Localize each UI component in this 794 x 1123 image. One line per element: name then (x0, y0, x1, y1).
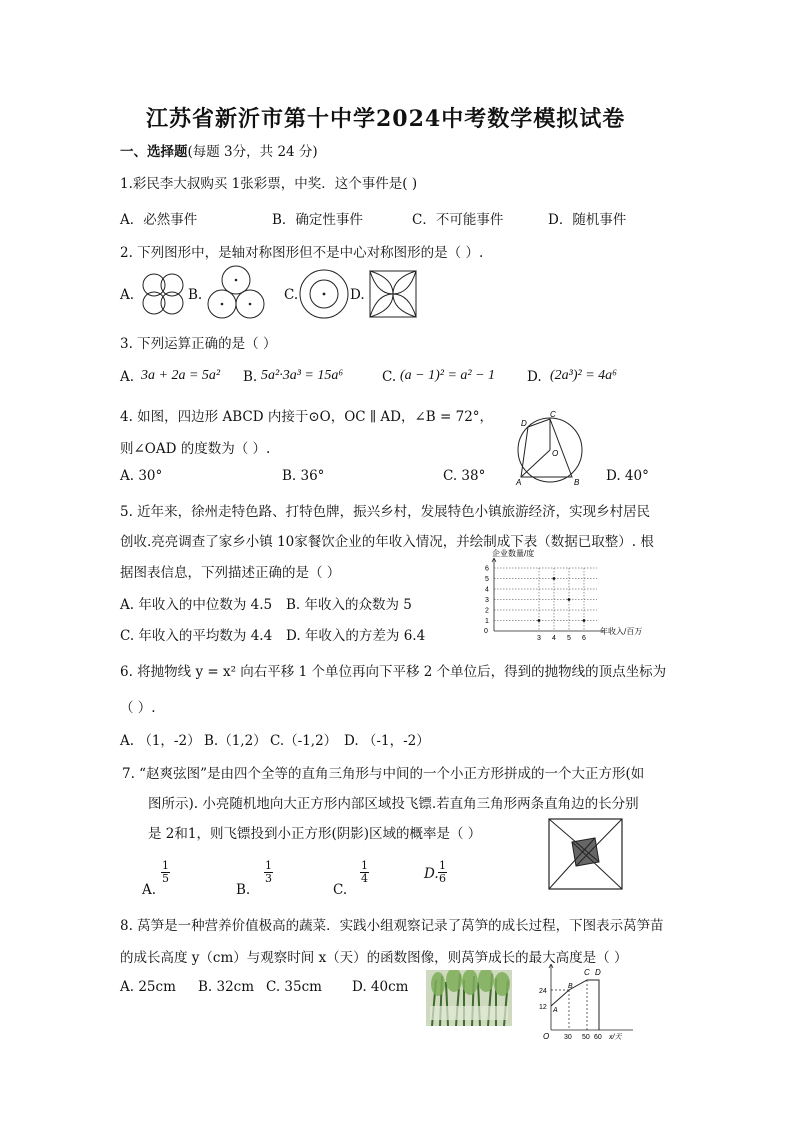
q8-option-c[interactable]: C. 35cm (266, 979, 322, 995)
q4-label-d-point: D (521, 419, 527, 428)
chart-point (568, 598, 571, 601)
q5-line2: 创收.亮亮调查了家乡小镇 10家餐饮企业的年收入情况，并绘制成下表（数据已取整）. 根 (120, 534, 654, 550)
lettuce-photo (426, 970, 512, 1026)
q7-label-a[interactable]: A. (142, 882, 157, 898)
q4-label-o-point: O (552, 449, 559, 458)
q6-line2: （ ）. (120, 700, 156, 716)
graph-point-a: A (553, 1007, 558, 1014)
q1-stem: 1.彩民李大叔购买 1张彩票，中奖．这个事件是( ) (120, 176, 418, 192)
q4-option-c[interactable]: C. 38° (443, 468, 486, 484)
q6-option-b[interactable]: B.（1,2） (204, 733, 267, 749)
q2-label-b[interactable]: B. (188, 287, 203, 303)
chart-origin-label: 0 (484, 628, 488, 635)
q1-option-c[interactable]: C．不可能事件 (412, 212, 504, 228)
q5-option-a[interactable]: A. 年收入的中位数为 4.5 (120, 597, 273, 613)
chart-x-label: 年收入/百万 (600, 627, 643, 636)
frac-c-num: 1 (361, 859, 368, 872)
q7-label-c[interactable]: C. (333, 882, 348, 898)
graph-line (551, 980, 599, 1030)
q4-label-b-point: B (574, 478, 580, 486)
q6-option-a[interactable]: A. （1，-2） (120, 733, 201, 749)
q5-option-d[interactable]: D. 年收入的方差为 6.4 (286, 628, 426, 644)
chart-point (538, 619, 541, 622)
graph-xtick-50: 50 (582, 1034, 590, 1041)
q3-label-a[interactable]: A. (120, 369, 135, 385)
q8-line1: 8. 莴笋是一种营养价值极高的蔬菜．实践小组观察记录了莴笋的成长过程，下图表示莴笋苗 (120, 918, 664, 934)
q8-line2: 的成长高度 y（cm）与观察时间 x（天）的函数图像，则莴笋成长的最大高度是（ ） (120, 950, 628, 966)
q3-label-b[interactable]: B. (243, 369, 258, 385)
page-title: 江苏省新沂市第十中学2024中考数学模拟试卷 (146, 106, 626, 132)
chart-xtick-label: 6 (582, 635, 586, 642)
q8-option-b[interactable]: B. 32cm (198, 979, 255, 995)
chart-ytick-label: 1 (485, 618, 489, 625)
q2-figure-b (204, 264, 268, 322)
q8-option-d[interactable]: D. 40cm (352, 979, 409, 995)
frac-d-den: 6 (439, 872, 446, 885)
graph-ytick-24: 24 (539, 988, 547, 995)
q7-line1: 7. “赵爽弦图”是由四个全等的直角三角形与中间的一个小正方形拼成的一个大正方形(如 (122, 766, 645, 782)
q1-option-d[interactable]: D．随机事件 (548, 212, 627, 228)
chart-xtick-label: 3 (537, 635, 541, 642)
q2-label-a[interactable]: A. (120, 287, 135, 303)
q1-option-a[interactable]: A．必然事件 (120, 212, 198, 228)
graph-point-d: D (595, 968, 601, 977)
graph-ytick-12: 12 (539, 1004, 547, 1011)
q4-label-c-point: C (550, 410, 556, 419)
q3-label-c[interactable]: C. (382, 369, 397, 385)
q7-label-b[interactable]: B. (236, 882, 251, 898)
q6-option-d[interactable]: D. （-1，-2） (344, 733, 430, 749)
chart-point (583, 619, 586, 622)
q6-line1: 6. 将抛物线 y = x² 向右平移 1 个单位再向下平移 2 个单位后，得到的抛物线的顶点坐标为 (120, 664, 667, 680)
q5-scatter-chart (478, 548, 653, 642)
graph-point-b: B (568, 983, 573, 990)
q6-option-c[interactable]: C.（-1,2） (270, 733, 338, 749)
q7-fraction-b (264, 860, 273, 885)
q3-expr-a: 3a + 2a = 5a² (141, 368, 221, 383)
chart-y-label: 企业数量/度 (492, 549, 535, 558)
graph-xtick-30: 30 (564, 1034, 572, 1041)
q7-fraction-a (161, 860, 170, 885)
q7-fraction-d (438, 860, 447, 885)
chart-ytick-label: 5 (485, 576, 489, 583)
q4-stem-line1: 4. 如图，四边形 ABCD 内接于⊙O，OC ∥ AD，∠B = 72°， (120, 409, 494, 425)
q2-label-c[interactable]: C. (284, 287, 299, 303)
q4-circle-figure (510, 410, 590, 486)
q4-option-d[interactable]: D. 40° (606, 468, 649, 484)
q4-option-b[interactable]: B. 36° (282, 468, 325, 484)
chart-grid (494, 568, 597, 631)
graph-point-c: C (584, 968, 590, 977)
q2-label-d[interactable]: D. (350, 287, 365, 303)
q1-option-b[interactable]: B．确定性事件 (272, 212, 363, 228)
q5-option-b[interactable]: B. 年收入的众数为 5 (286, 597, 412, 613)
q8-option-a[interactable]: A. 25cm (120, 979, 176, 995)
section-note: (每题 3分，共 24 分) (187, 144, 318, 160)
section-heading (120, 140, 318, 160)
q3-expr-d: (2a³)² = 4a⁶ (550, 368, 618, 383)
frac-a-den: 5 (162, 872, 169, 885)
q2-figure-c (298, 268, 350, 320)
q3-expr-b: 5a²·3a³ = 15a⁶ (261, 368, 344, 383)
frac-b-num: 1 (265, 859, 272, 872)
q4-stem-line2: 则∠OAD 的度数为（ ）. (120, 441, 271, 457)
q5-line3: 据图表信息，下列描述正确的是（ ） (120, 565, 341, 581)
chart-ytick-label: 4 (485, 586, 489, 594)
frac-b-den: 3 (265, 872, 272, 885)
q2-stem: 2. 下列图形中，是轴对称图形但不是中心对称图形的是（ ）. (120, 245, 484, 261)
q2-figure-d (369, 270, 417, 318)
graph-x-axis-label: x/天 (609, 1034, 622, 1041)
q3-label-d[interactable]: D. (527, 369, 542, 385)
chart-xtick-label: 5 (567, 635, 571, 642)
graph-xtick-60: 60 (594, 1034, 602, 1041)
q4-option-a[interactable]: A. 30° (120, 468, 163, 484)
q5-option-c[interactable]: C. 年收入的平均数为 4.4 (120, 628, 273, 644)
q7-line2: 图所示). 小亮随机地向大正方形内部区域投飞镖.若直角三角形两条直角边的长分别 (148, 796, 639, 812)
chart-ytick-label: 6 (485, 565, 489, 573)
q7-line3: 是 2和1，则飞镖投到小正方形(阴影)区域的概率是（ ） (148, 826, 482, 842)
frac-d-num: 1 (439, 859, 446, 872)
frac-c-den: 4 (361, 872, 368, 885)
q7-fraction-c (360, 860, 369, 885)
chart-ytick-label: 3 (485, 597, 489, 604)
graph-origin: O (543, 1032, 550, 1041)
chart-ytick-label: 2 (485, 607, 489, 615)
q7-zhaoshuang-figure (548, 818, 624, 890)
chart-point (553, 577, 556, 580)
q4-label-a-point: A (516, 478, 522, 486)
q2-figure-a (137, 270, 189, 318)
frac-a-num: 1 (162, 859, 169, 872)
q8-growth-graph (537, 960, 637, 1042)
section-title: 一、选择题 (120, 144, 188, 160)
q7-label-d[interactable]: D. (424, 866, 439, 882)
q3-stem: 3. 下列运算正确的是（ ） (120, 336, 277, 352)
q3-expr-c: (a − 1)² = a² − 1 (400, 368, 496, 383)
chart-xtick-label: 4 (552, 635, 556, 642)
q5-line1: 5. 近年来，徐州走特色路、打特色牌，振兴乡村，发展特色小镇旅游经济，实现乡村居民 (120, 504, 651, 520)
